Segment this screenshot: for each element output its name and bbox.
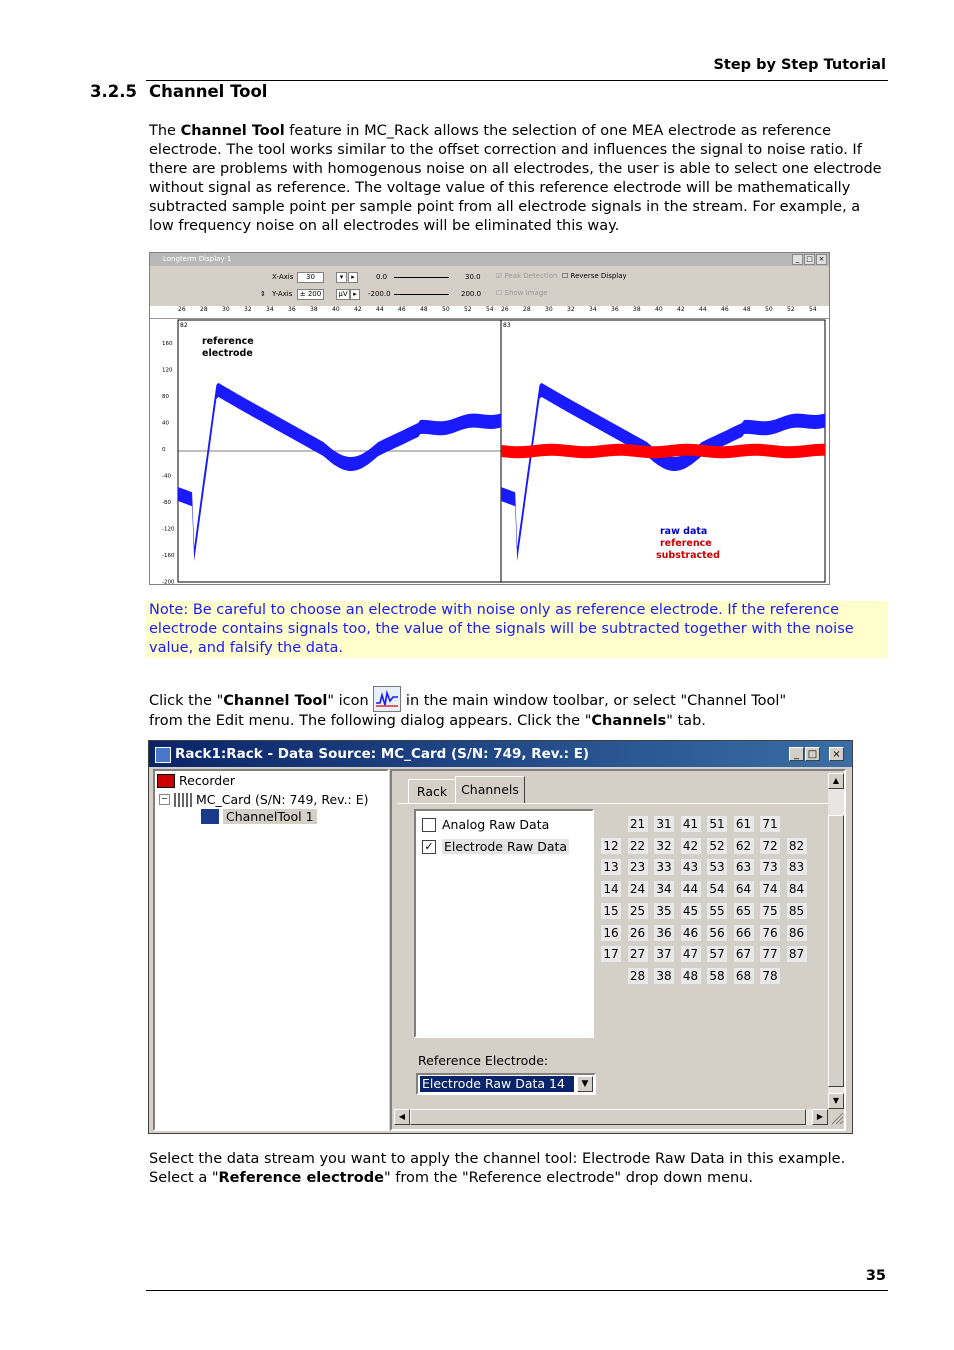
channel-cell[interactable]: 77 [759, 945, 781, 963]
channel-cell[interactable]: 24 [627, 880, 649, 898]
y-tick-label: 0 [162, 447, 166, 453]
yaxis-field[interactable]: ± 200 [297, 289, 324, 300]
longterm-controls [150, 266, 829, 306]
horizontal-scrollbar[interactable] [394, 1109, 828, 1125]
ruler-tick: 34 [589, 306, 597, 313]
channel-cell[interactable]: 22 [627, 837, 649, 855]
yaxis-slider[interactable] [394, 294, 449, 295]
channel-cell[interactable]: 57 [706, 945, 728, 963]
channel-tool-tree-icon [201, 809, 219, 824]
xaxis-slider[interactable] [394, 277, 449, 278]
ruler-tick: 52 [787, 306, 795, 313]
channel-cell[interactable]: 34 [653, 880, 675, 898]
analog-checkbox[interactable] [422, 818, 436, 832]
channel-cell[interactable]: 48 [680, 967, 702, 985]
reference-value: Electrode Raw Data 14 [420, 1076, 574, 1092]
ruler-tick: 46 [721, 306, 729, 313]
tree-item-mc-card[interactable]: − MC_Card (S/N: 749, Rev.: E) [159, 792, 369, 807]
electrode-checkbox[interactable]: ✓ [422, 840, 436, 854]
channel-cell[interactable]: 14 [600, 880, 622, 898]
tree-item-recorder[interactable]: Recorder [157, 773, 235, 788]
legend-raw-data: raw data [660, 526, 708, 537]
ruler-tick: 26 [178, 306, 186, 313]
ruler-tick: 54 [809, 306, 817, 313]
reference-label-1: reference [202, 336, 254, 347]
channel-cell[interactable]: 83 [786, 858, 808, 876]
ruler-tick: 32 [244, 306, 252, 313]
ruler-tick: 28 [523, 306, 531, 313]
ruler-tick: 38 [310, 306, 318, 313]
tab-rack[interactable]: Rack [408, 779, 456, 803]
tree-item-channeltool[interactable]: ChannelTool 1 [201, 809, 317, 824]
header-rule [146, 80, 888, 81]
footer-rule [146, 1290, 888, 1291]
y-tick-label: 40 [162, 420, 169, 427]
reference-label: Reference Electrode: [418, 1053, 549, 1068]
y-tick-label: 120 [162, 367, 173, 374]
channel-cell[interactable]: 52 [706, 837, 728, 855]
ruler-tick: 44 [699, 306, 707, 313]
xaxis-spin-icon[interactable]: ▾ [336, 272, 347, 283]
ruler-tick: 38 [633, 306, 641, 313]
channel-cell[interactable]: 82 [786, 837, 808, 855]
channel-cell[interactable]: 61 [733, 815, 755, 833]
ruler-tick: 50 [442, 306, 450, 313]
channel-cell[interactable]: 73 [759, 858, 781, 876]
dialog-close-icon[interactable]: × [829, 747, 844, 761]
final-paragraph: Select the data stream you want to apply the channel tool: Electrode Raw Data in this example. Select a "Reference electrode" from the "Reference electrode" drop down menu. [149, 1151, 846, 1186]
y-tick-label: -200 [162, 579, 175, 584]
longterm-titlebar [150, 253, 829, 266]
peak-detection-checkbox[interactable]: ☑ Peak Detection [496, 272, 558, 280]
ruler-tick: 40 [332, 306, 340, 313]
channel-cell[interactable]: 84 [786, 880, 808, 898]
page-number: 35 [865, 1268, 886, 1284]
channel-cell[interactable]: 36 [653, 924, 675, 942]
running-header: Step by Step Tutorial [713, 57, 886, 73]
channel-cell[interactable]: 76 [759, 924, 781, 942]
card-icon [174, 793, 192, 807]
ruler-tick: 28 [200, 306, 208, 313]
app-icon [155, 747, 171, 763]
peak-detection-label: Peak Detection [504, 272, 558, 280]
scroll-right-icon[interactable]: ▶ [812, 1109, 828, 1125]
intro-paragraph: The Channel Tool feature in MC_Rack allows the selection of one MEA electrode as reference electrode. The tool works similar to the offset correction and influences the signal to noise ratio. If there are problems with homogenous noise on all electrodes, the user is able to select one electrode without signal as reference. The voltage value of this reference electrode will be mathematically subtracted sample point per sample point from all electrode signals in the stream. For example, a low frequency noise on all electrodes will be eliminated this way. [149, 123, 882, 234]
dialog-titlebar [149, 741, 852, 767]
channel-tool-icon [373, 686, 401, 712]
xaxis-step-icon[interactable]: ▸ [348, 272, 358, 283]
tree-pane [153, 769, 389, 1131]
channel-cell[interactable]: 47 [680, 945, 702, 963]
channel-cell[interactable]: 54 [706, 880, 728, 898]
channel-cell[interactable]: 56 [706, 924, 728, 942]
scroll-up-icon[interactable]: ▲ [828, 773, 844, 789]
vertical-scrollbar[interactable] [828, 773, 844, 1109]
show-image-label: Show Image [504, 289, 548, 297]
channel-cell[interactable]: 74 [759, 880, 781, 898]
dialog-title: Rack1:Rack - Data Source: MC_Card (S/N: 749, Rev.: E) [175, 746, 590, 762]
yaxis-label: Y-Axis [272, 290, 293, 298]
channel-cell[interactable]: 64 [733, 880, 755, 898]
channel-cell[interactable]: 28 [627, 967, 649, 985]
ruler-tick: 44 [376, 306, 384, 313]
ruler-tick: 32 [567, 306, 575, 313]
stream-electrode[interactable]: ✓ Electrode Raw Data [422, 839, 569, 854]
channel-cell[interactable]: 78 [759, 967, 781, 985]
channel-cell[interactable]: 33 [653, 858, 675, 876]
yaxis-max: 200.0 [461, 290, 482, 298]
channel-cell[interactable]: 65 [733, 902, 755, 920]
ruler-tick: 34 [266, 306, 274, 313]
subtracted-trace [501, 444, 825, 458]
show-image-checkbox[interactable]: ☐ Show Image [496, 289, 548, 297]
channel-cell[interactable]: 44 [680, 880, 702, 898]
channel-cell[interactable]: 55 [706, 902, 728, 920]
channel-cell[interactable]: 26 [627, 924, 649, 942]
click-instruction: Click the "Channel Tool" icon in the main window toolbar, or select "Channel Tool" from the Edit menu. The following dialog appears. Click the "Channels" tab. [149, 686, 889, 731]
channel-cell[interactable]: 13 [600, 858, 622, 876]
channel-cell[interactable]: 42 [680, 837, 702, 855]
traces-svg [150, 319, 829, 584]
minimize-icon[interactable]: _ [792, 254, 803, 265]
channel-cell[interactable]: 72 [759, 837, 781, 855]
y-tick-label: -160 [162, 553, 175, 559]
collapse-icon[interactable]: − [159, 794, 170, 805]
y-tick-label: -40 [162, 473, 171, 480]
channel-cell[interactable]: 62 [733, 837, 755, 855]
ruler-tick: 42 [677, 306, 685, 313]
longterm-display-window [149, 252, 830, 585]
y-tick-label: 160 [162, 341, 173, 347]
channel-cell[interactable]: 43 [680, 858, 702, 876]
h-scroll-thumb[interactable] [410, 1109, 806, 1125]
dialog-minimize-icon[interactable]: _ [789, 747, 804, 761]
time-ruler [150, 306, 829, 319]
channel-cell[interactable]: 86 [786, 924, 808, 942]
ruler-tick: 26 [501, 306, 509, 313]
raw-trace-left [178, 383, 501, 561]
channel-cell[interactable]: 17 [600, 945, 622, 963]
ruler-tick: 54 [486, 306, 494, 313]
legend-substracted: substracted [656, 550, 720, 561]
stream-analog[interactable]: Analog Raw Data [422, 817, 549, 832]
ruler-tick: 36 [288, 306, 296, 313]
ruler-tick: 48 [743, 306, 751, 313]
yaxis-unit[interactable]: µV [336, 289, 350, 300]
channel-cell[interactable]: 23 [627, 858, 649, 876]
dialog-maximize-icon[interactable]: □ [805, 747, 820, 761]
channel-cell[interactable]: 51 [706, 815, 728, 833]
y-tick-label: 80 [162, 394, 169, 400]
channel-cell[interactable]: 38 [653, 967, 675, 985]
reverse-display-checkbox[interactable]: ☐ Reverse Display [562, 272, 627, 280]
y-tick-label: -120 [162, 526, 175, 533]
xaxis-min: 0.0 [376, 273, 388, 281]
scroll-thumb[interactable] [828, 815, 844, 1087]
ruler-tick: 50 [765, 306, 773, 313]
channel-cell[interactable]: 31 [653, 815, 675, 833]
ruler-tick: 36 [611, 306, 619, 313]
channel-cell[interactable]: 63 [733, 858, 755, 876]
channel-cell[interactable]: 45 [680, 902, 702, 920]
properties-pane [390, 769, 846, 1131]
channel-cell[interactable]: 37 [653, 945, 675, 963]
section-number: 3.2.5 [90, 82, 137, 101]
xaxis-label: X-Axis [272, 273, 294, 281]
stream-list [414, 809, 594, 1038]
scroll-left-icon[interactable]: ◀ [394, 1109, 410, 1125]
ruler-tick: 30 [545, 306, 553, 313]
close-icon[interactable]: × [816, 254, 827, 265]
ruler-tick: 30 [222, 306, 230, 313]
reference-dropdown[interactable] [416, 1073, 596, 1095]
tab-channels[interactable]: Channels [455, 776, 525, 804]
ruler-tick: 40 [655, 306, 663, 313]
channel-cell[interactable]: 25 [627, 902, 649, 920]
channel-grid [600, 815, 820, 995]
reference-label-2: electrode [202, 348, 253, 359]
longterm-title: Longterm Display 1 [163, 255, 232, 263]
xaxis-field[interactable]: 30 [297, 272, 324, 283]
channel-cell[interactable]: 35 [653, 902, 675, 920]
channel-cell[interactable]: 71 [759, 815, 781, 833]
channel-cell[interactable]: 21 [627, 815, 649, 833]
scroll-down-icon[interactable]: ▼ [828, 1093, 844, 1109]
resize-grip-icon[interactable] [828, 1109, 844, 1125]
channel-cell[interactable]: 58 [706, 967, 728, 985]
section-title: Channel Tool [149, 82, 268, 101]
channel-cell[interactable]: 68 [733, 967, 755, 985]
channel-cell[interactable]: 87 [786, 945, 808, 963]
legend-reference: reference [660, 538, 712, 549]
ruler-tick: 48 [420, 306, 428, 313]
channel-cell[interactable]: 67 [733, 945, 755, 963]
xaxis-max: 30.0 [465, 273, 481, 281]
channel-cell[interactable]: 66 [733, 924, 755, 942]
ruler-tick: 42 [354, 306, 362, 313]
ruler-tick: 46 [398, 306, 406, 313]
channel-cell[interactable]: 16 [600, 924, 622, 942]
dropdown-arrow-icon[interactable]: ▼ [577, 1076, 593, 1092]
plot-area [150, 319, 829, 584]
panel-id: 83 [503, 322, 511, 329]
channel-cell[interactable]: 46 [680, 924, 702, 942]
channel-cell[interactable]: 32 [653, 837, 675, 855]
channel-cell[interactable]: 41 [680, 815, 702, 833]
maximize-icon[interactable]: □ [804, 254, 815, 265]
channel-cell[interactable]: 15 [600, 902, 622, 920]
channel-cell[interactable]: 27 [627, 945, 649, 963]
channel-cell[interactable]: 75 [759, 902, 781, 920]
channel-cell[interactable]: 53 [706, 858, 728, 876]
yaxis-step-icon[interactable]: ▸ [350, 289, 360, 300]
ruler-tick: 52 [464, 306, 472, 313]
recorder-icon [157, 774, 175, 788]
channel-cell[interactable]: 12 [600, 837, 622, 855]
y-tick-label: -80 [162, 500, 171, 506]
yaxis-spin-icon[interactable]: ⇕ [260, 290, 266, 298]
panel-id: 82 [180, 322, 188, 329]
rack-dialog [148, 740, 853, 1134]
channel-cell[interactable]: 85 [786, 902, 808, 920]
note-box: Note: Be careful to choose an electrode with noise only as reference electrode. If the reference electrode contains signals too, the value of the signals will be subtracted together with the noise value, and falsify the data. [146, 601, 888, 658]
yaxis-min: -200.0 [368, 290, 391, 298]
reverse-display-label: Reverse Display [570, 272, 627, 280]
